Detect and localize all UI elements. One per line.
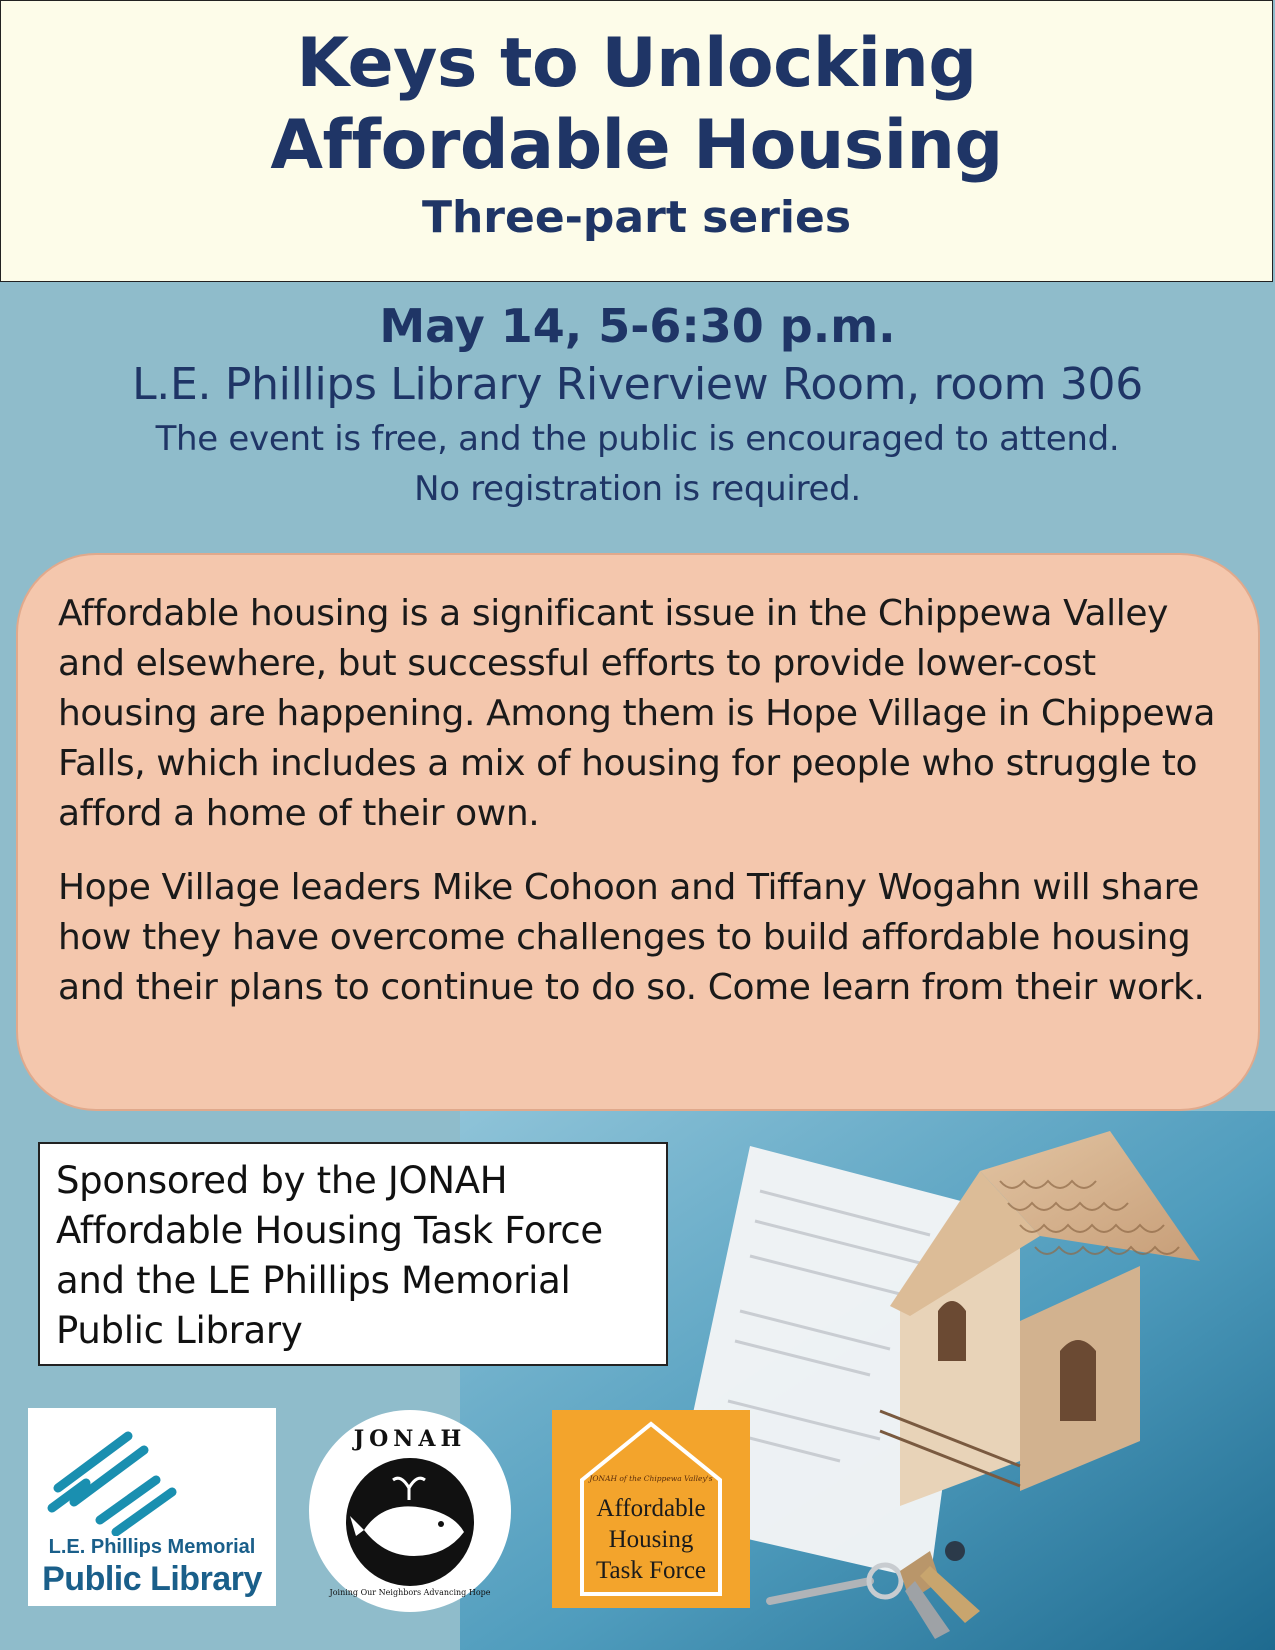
jonah-motto: Joining Our Neighbors Advancing Hope bbox=[329, 1588, 491, 1597]
task-force-name bbox=[552, 1493, 750, 1586]
page-title bbox=[1, 1, 1272, 187]
library-emblem-icon bbox=[28, 1408, 276, 1536]
library-logo bbox=[28, 1408, 276, 1606]
jonah-name: JONAH bbox=[353, 1426, 467, 1452]
sponsor-text: Sponsored by the JONAH Affordable Housing Task Force and the LE Phillips Memorial Public Library bbox=[56, 1159, 603, 1352]
title-line-2: Affordable Housing bbox=[270, 106, 1003, 185]
task-force-line-2: Housing bbox=[608, 1526, 694, 1553]
event-note-registration: No registration is required. bbox=[414, 469, 861, 509]
event-location: L.E. Phillips Library Riverview Room, room 306 bbox=[132, 359, 1143, 410]
description-paragraph-1: Affordable housing is a significant issue in the Chippewa Valley and elsewhere, but successful efforts to provide lower-cost housing are happening. Among them is Hope Village in Chippewa Falls, which includes a mix of housing for people who struggle to afford a home of their own. bbox=[58, 593, 1215, 834]
event-info bbox=[0, 296, 1275, 514]
series-subtitle: Three-part series bbox=[421, 192, 852, 243]
task-force-org: JONAH of the Chippewa Valley's bbox=[589, 1474, 713, 1483]
title-line-1: Keys to Unlocking bbox=[296, 24, 977, 103]
task-force-line-1: Affordable bbox=[596, 1495, 706, 1522]
library-name-line-1: L.E. Phillips Memorial bbox=[48, 1536, 256, 1558]
header-banner bbox=[0, 0, 1273, 282]
library-name-line-2: Public Library bbox=[42, 1560, 262, 1598]
whale-icon bbox=[309, 1410, 511, 1612]
task-force-line-3: Task Force bbox=[595, 1557, 707, 1584]
housing-task-force-logo bbox=[552, 1410, 750, 1608]
event-date-time: May 14, 5-6:30 p.m. bbox=[379, 299, 896, 353]
sponsor-box bbox=[38, 1142, 668, 1366]
jonah-logo bbox=[309, 1410, 511, 1612]
description-paragraph-2: Hope Village leaders Mike Cohoon and Tiffany Wogahn will share how they have overcome challenges to build affordable housing and their plans to continue to do so. Come learn from their work. bbox=[58, 867, 1205, 1008]
event-note-free: The event is free, and the public is encouraged to attend. bbox=[155, 419, 1120, 459]
description-box bbox=[16, 553, 1260, 1111]
